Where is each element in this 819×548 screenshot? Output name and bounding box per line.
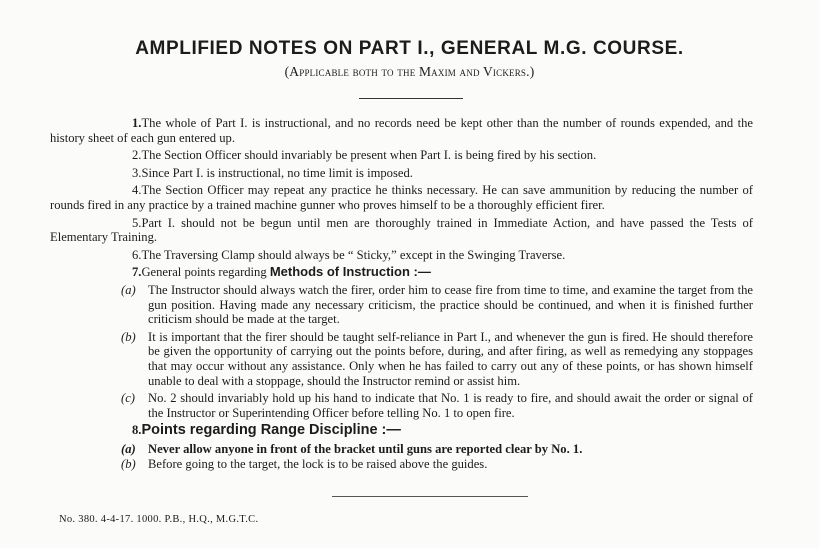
print-footer: No. 380. 4-4-17. 1000. P.B., H.Q., M.G.T.C. (59, 514, 259, 525)
note-item-6: 6.The Traversing Clamp should always be “ Sticky,” except in the Swinging Traverse. (132, 247, 566, 262)
note-item-2: 2.The Section Officer should invariably be present when Part I. is being fired by his section. (132, 148, 597, 163)
note-item-7a: (a) The Instructor should always watch the firer, order him to cease fire from time to time, and examine the target from the gun position. Having made any necessary criticism, the practice should be continued, and when it is finished further criticism should be made at the target. (121, 282, 753, 327)
note-item-8-heading: 8.Points regarding Range Discipline :— (132, 422, 401, 439)
methods-heading: Methods of Instruction :— (269, 264, 431, 280)
note-item-1: 1.The whole of Part I. is instructional, and no records need be kept other than the number of rounds expended, and the history sheet of each gun entered up. (50, 116, 753, 145)
title-divider (359, 98, 463, 99)
note-item-8b: (b) Before going to the target, the lock is to be raised above the guides. (121, 457, 488, 472)
note-item-7-heading: 7.General points regarding Methods of Instruction :— (132, 264, 431, 280)
note-item-7b: (b) It is important that the firer should be taught self-reliance in Part I., and whenever the gun is fired. He should therefore be given the opportunity of carrying out the points before, during, and after firing, as well as remedying any stoppages that may occur without any assistance. Only when he has failed to carry out any of these points, or has shown himself unable to deal with a stoppage, should the Instructor remind or assist him. (121, 329, 753, 388)
note-item-5: 5.Part I. should not be begun until men are thoroughly trained in Immediate Action, and have passed the Tests of Elementary Training. (50, 215, 753, 245)
page-title: AMPLIFIED NOTES ON PART I., GENERAL M.G. COURSE. (135, 38, 684, 59)
page-subtitle: (Applicable both to the Maxim and Vickers.) (284, 64, 535, 79)
note-item-3: 3.Since Part I. is instructional, no time limit is imposed. (132, 165, 413, 180)
end-divider (332, 496, 528, 497)
note-item-8a: (a) Never allow anyone in front of the bracket until guns are reported clear by No. 1. (121, 441, 583, 456)
note-item-7c: (c) No. 2 should invariably hold up his hand to indicate that No. 1 is ready to fire, and should await the order or signal of the Instructor or Superintending Officer before telling No. 1 to open fire. (121, 391, 753, 420)
range-discipline-heading: Points regarding Range Discipline :— (141, 422, 401, 439)
note-item-4: 4.The Section Officer may repeat any practice he thinks necessary. He can save ammunition by reducing the number of rounds fired in any practice by a trained machine gunner who proves himself to be a thoroughly efficient firer. (50, 183, 753, 212)
notes-body (50, 116, 753, 473)
